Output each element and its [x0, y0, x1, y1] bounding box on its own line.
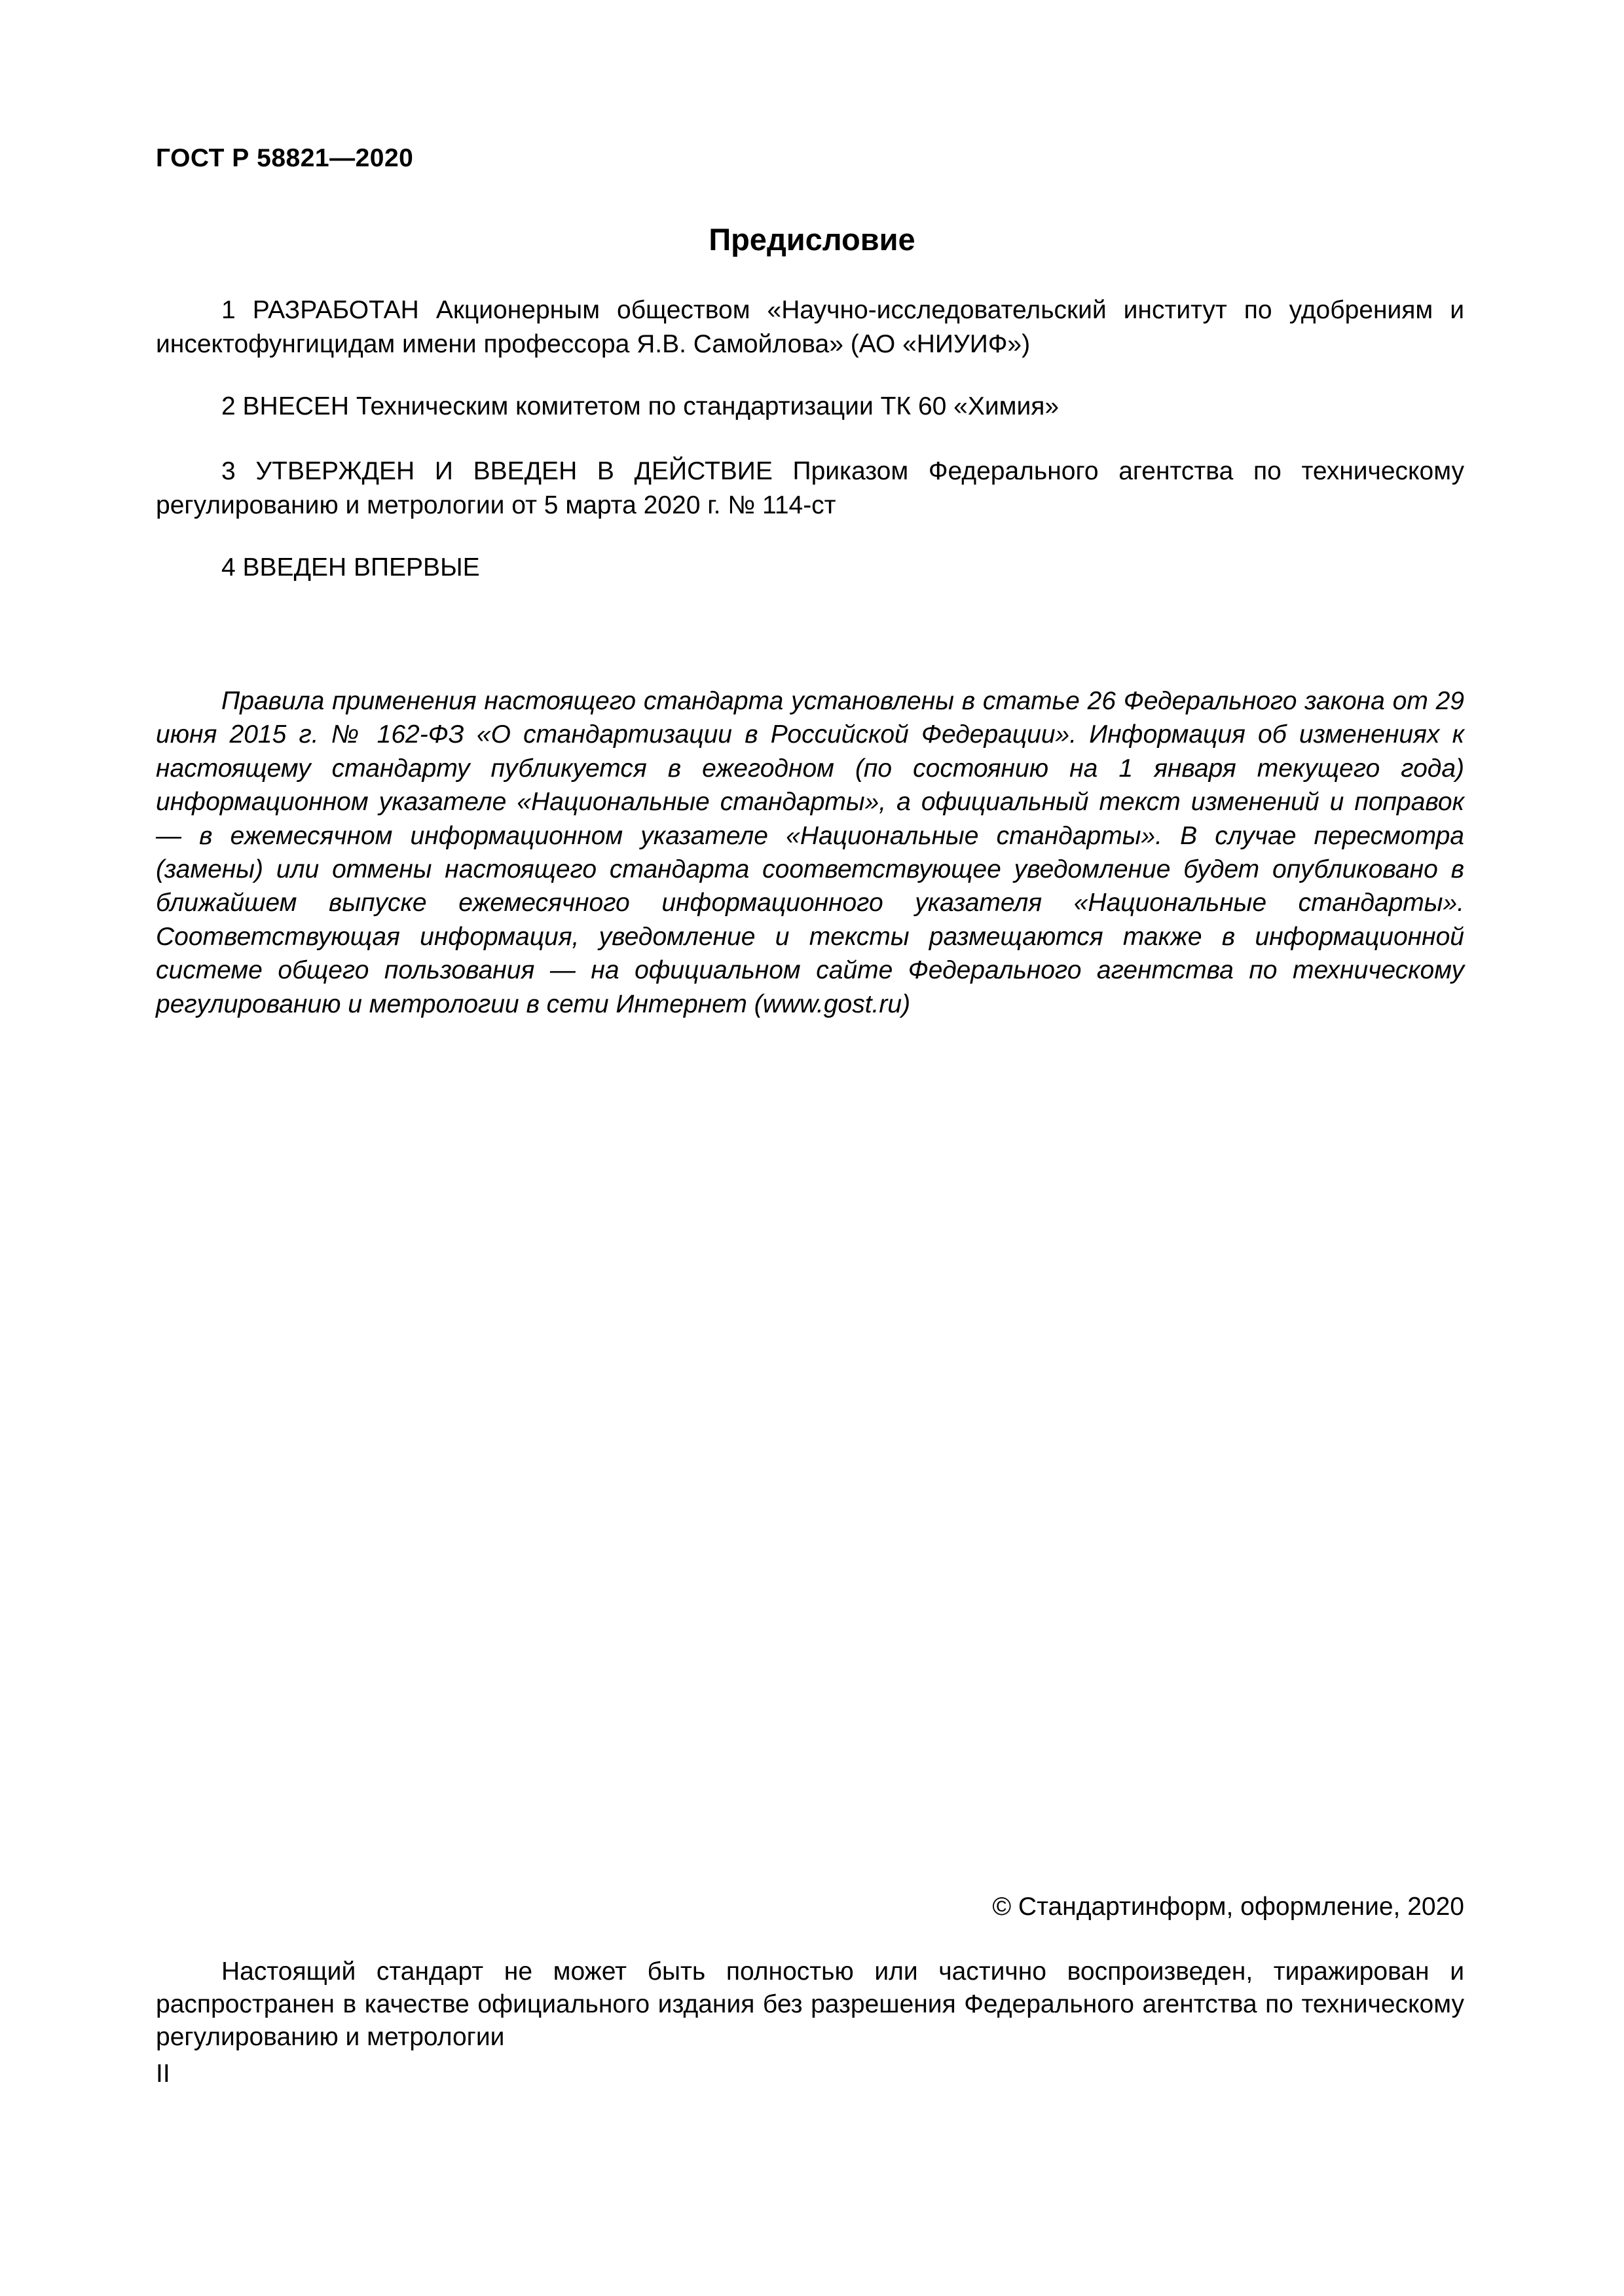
- copyright-line: © Стандартинформ, оформление, 2020: [992, 1893, 1464, 1921]
- foreword-item-1: 1 РАЗРАБОТАН Акционерным обществом «Научно-исследовательский институт по удобрениям и инсектофунгицидам имени профессора Я.В. Самойлова» (АО «НИУИФ»): [156, 296, 1464, 358]
- document-code: ГОСТ Р 58821—2020: [156, 144, 414, 172]
- foreword-item-4: 4 ВВЕДЕН ВПЕРВЫЕ: [221, 553, 480, 582]
- foreword-title: Предисловие: [709, 222, 915, 257]
- standard-application-notice: Правила применения настоящего стандарта установлены в статье 26 Федерального закона от 29 июня 2015 г. № 162-ФЗ «О стандартизации в Российской Федерации». Информация об изменениях к настоящему стандарту публикуется в ежегодном (по состоянию на 1 января текущего года) информационном указателе «Национальные стандарты», а официальный текст изменений и поправок — в ежемесячном информационном указателе «Национальные стандарты». В случае пересмотра (замены) или отмены настоящего стандарта соответствующее уведомление будет опубликовано в ближайшем выпуске ежемесячного информационного указателя «Национальные стандарты». Соответствующая информация, уведомление и тексты размещаются также в информационной системе общего пользования — на официальном сайте Федерального агентства по техническому регулированию и метрологии в сети Интернет (www.gost.ru): [156, 687, 1464, 1018]
- page-number: II: [156, 2060, 170, 2088]
- reproduction-notice: Настоящий стандарт не может быть полностью или частично воспроизведен, тиражирован и распространен в качестве официального издания без разрешения Федерального агентства по техническому регулированию и метрологии: [156, 1957, 1464, 2051]
- foreword-item-3: 3 УТВЕРЖДЕН И ВВЕДЕН В ДЕЙСТВИЕ Приказом Федерального агентства по техническому регулированию и метрологии от 5 марта 2020 г. № 114-ст: [156, 457, 1464, 519]
- foreword-item-2: 2 ВНЕСЕН Техническим комитетом по стандартизации ТК 60 «Химия»: [221, 392, 1060, 420]
